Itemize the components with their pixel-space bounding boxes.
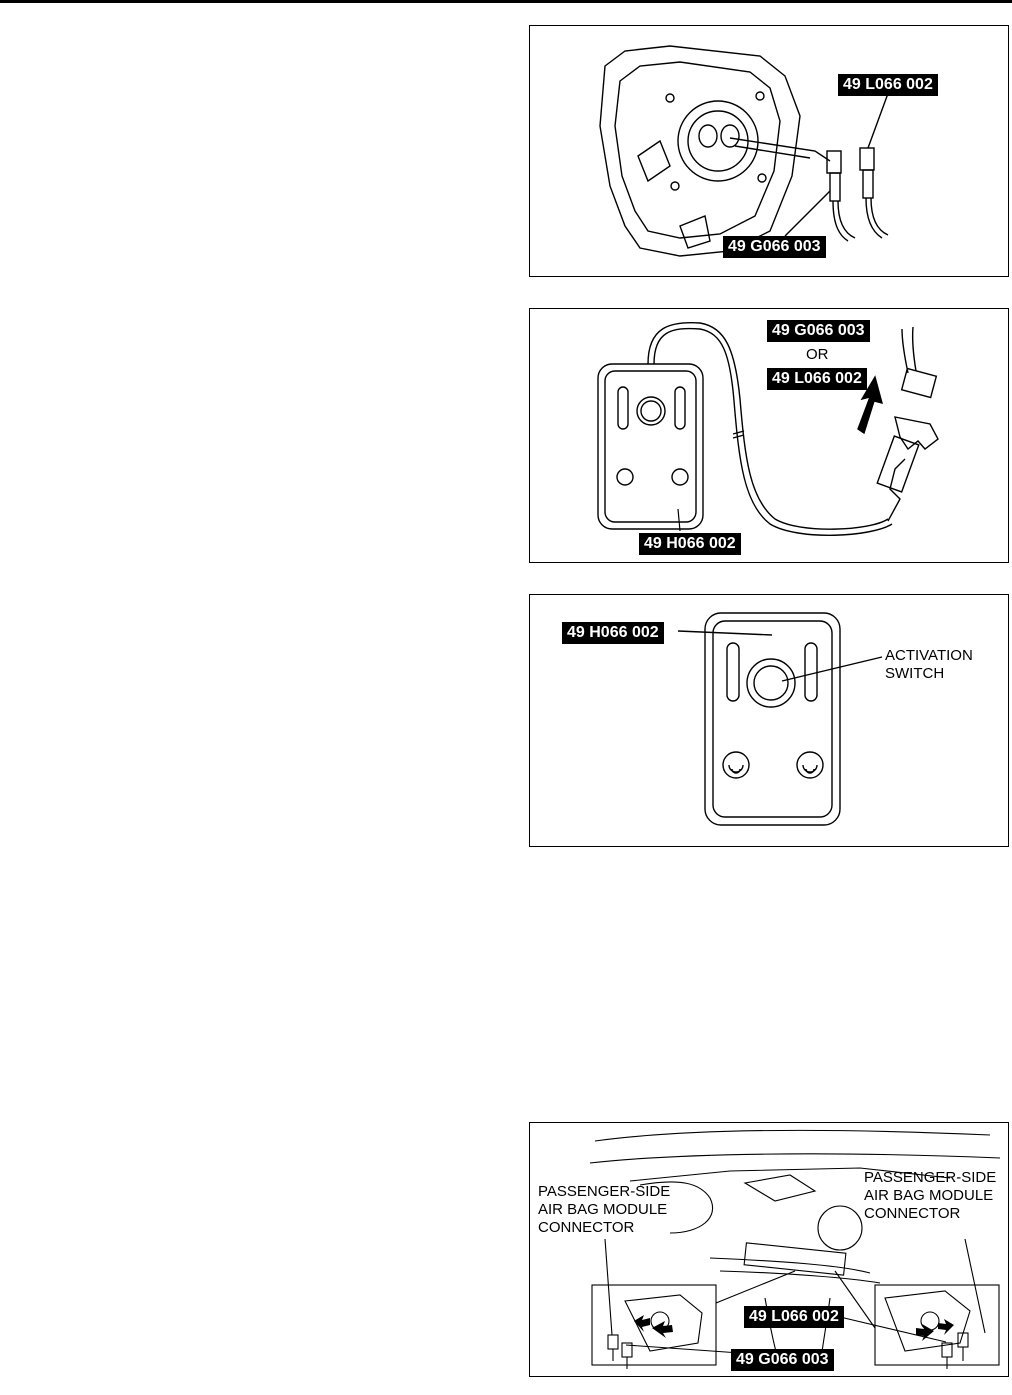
- activation-switch-label-line2: SWITCH: [885, 665, 945, 682]
- figure-sst-harness: [529, 308, 1009, 563]
- left-connector-label-line3: CONNECTOR: [538, 1219, 635, 1236]
- right-connector-label-line2: AIR BAG MODULE: [864, 1187, 994, 1204]
- passenger-module-illustration: [530, 1123, 1009, 1377]
- tool-tag-h066-002: 49 H066 002: [562, 622, 664, 644]
- tool-tag-l066-002: 49 L066 002: [838, 74, 938, 96]
- figure-passenger-module-connectors: [529, 1122, 1009, 1377]
- tool-tag-g066-003: 49 G066 003: [731, 1349, 834, 1371]
- right-connector-label-line3: CONNECTOR: [864, 1205, 961, 1222]
- left-connector-label-line1: PASSENGER-SIDE: [538, 1183, 671, 1200]
- tool-tag-l066-002: 49 L066 002: [744, 1306, 844, 1328]
- or-text: OR: [806, 346, 829, 363]
- tool-tag-l066-002: 49 L066 002: [767, 368, 867, 390]
- sst-harness-illustration: [530, 309, 1009, 563]
- page-top-rule: [0, 0, 1012, 3]
- right-connector-label-line1: PASSENGER-SIDE: [864, 1169, 997, 1186]
- tool-tag-g066-003: 49 G066 003: [767, 320, 870, 342]
- activation-switch-label-line1: ACTIVATION: [885, 647, 973, 664]
- figure-activation-switch: [529, 594, 1009, 847]
- left-connector-label-line2: AIR BAG MODULE: [538, 1201, 668, 1218]
- figure-driver-module-connectors: [529, 25, 1009, 277]
- tool-tag-g066-003: 49 G066 003: [723, 236, 826, 258]
- tool-tag-h066-002: 49 H066 002: [639, 533, 741, 555]
